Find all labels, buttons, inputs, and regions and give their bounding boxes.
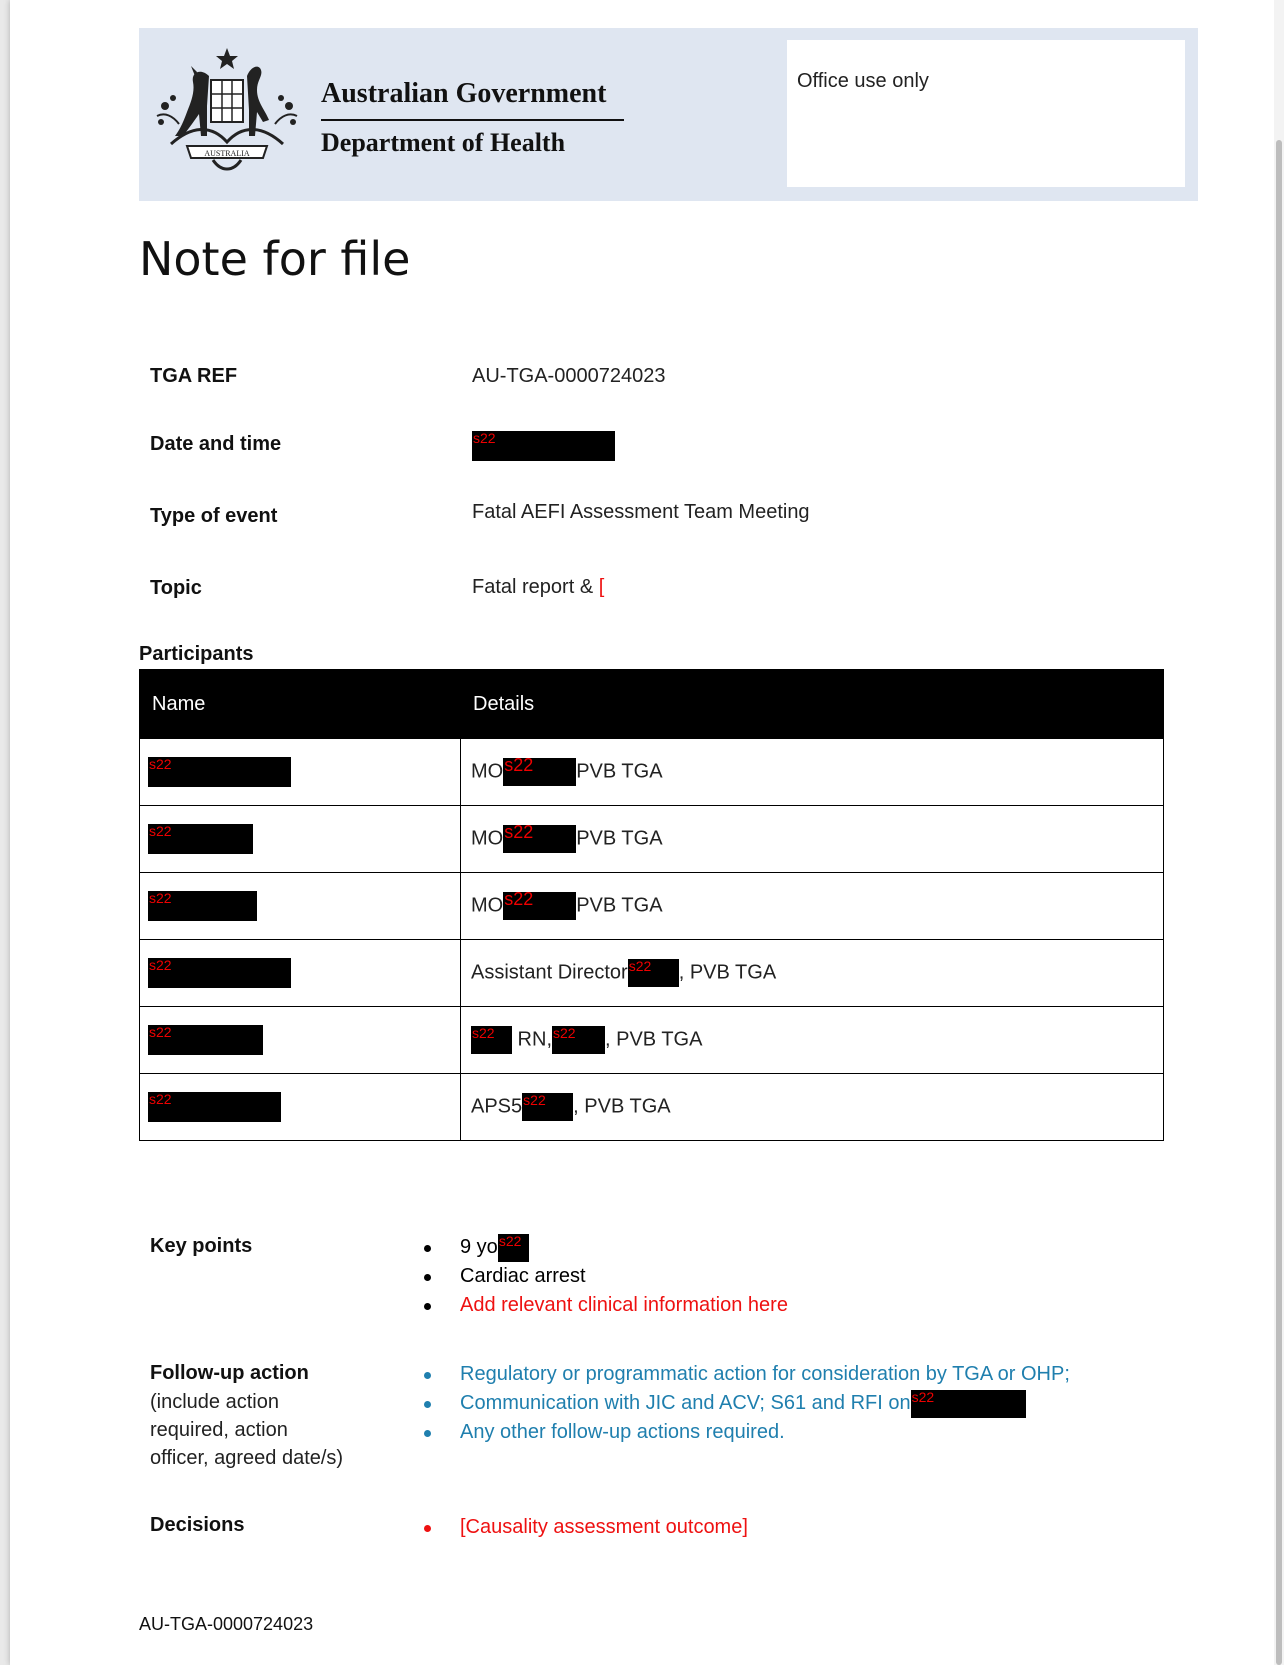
redaction: s22 [472,431,615,461]
redaction: s22 [498,1234,529,1262]
tga-ref-value: AU-TGA-0000724023 [472,365,666,387]
participant-details: MOs22 PVB TGA [461,873,1164,940]
topic-bracket: [ [598,576,605,598]
participant-details: APS5s22 , PVB TGA [461,1074,1164,1141]
department-name: Department of Health [321,128,566,157]
participants-heading: Participants [139,643,254,665]
event-type-value: Fatal AEFI Assessment Team Meeting [472,501,810,523]
list-item: Add relevant clinical information here [420,1291,788,1320]
list-item: Cardiac arrest [420,1262,788,1291]
table-row [140,1074,1164,1141]
redaction: s22 [148,1025,263,1055]
redaction: s22 [522,1093,573,1121]
participant-name [140,739,461,806]
motto-scroll: AUSTRALIA [204,149,250,158]
follow-up-sub-3: officer, agreed date/s) [150,1447,344,1469]
scrollbar[interactable] [1274,0,1284,1665]
table-row [140,940,1164,1007]
redaction: s22 [911,1390,1026,1418]
table-row [140,806,1164,873]
redaction: s22 [503,758,576,786]
topic-value [472,576,604,599]
participant-name [140,806,461,873]
key-points-label: Key points [150,1235,253,1257]
participant-name [140,1074,461,1141]
event-type-label: Type of event [150,505,278,527]
follow-up-sub-1: (include action [150,1391,279,1413]
decisions-list [420,1513,748,1542]
office-use-label: Office use only [797,70,929,92]
list-item: Any other follow-up actions required. [420,1418,1070,1447]
date-time-value [472,431,615,461]
participants-table [139,669,1164,1141]
follow-up-label: Follow-up action [150,1362,309,1384]
scrollbar-thumb[interactable] [1276,140,1282,1665]
letterhead-divider [321,119,624,121]
coat-of-arms-icon [151,46,303,176]
page-title: Note for file [139,232,411,286]
redaction: s22 [471,1026,512,1054]
redaction: s22 [148,891,257,921]
participant-details: s22 RN,s22 , PVB TGA [461,1007,1164,1074]
redaction: s22 [628,959,679,987]
redaction: s22 [148,958,291,988]
table-row [140,739,1164,806]
redaction: s22 [148,824,253,854]
list-item: [Causality assessment outcome] [420,1513,748,1542]
participant-name [140,873,461,940]
document-page [10,0,1274,1665]
list-item: Regulatory or programmatic action for consideration by TGA or OHP; [420,1360,1070,1389]
list-item: Communication with JIC and ACV; S61 and RFI ons22 [420,1389,1070,1418]
list-item: 9 yos22 [420,1233,788,1262]
topic-label: Topic [150,577,202,599]
redaction: s22 [148,1092,281,1122]
participant-details: MOs22 PVB TGA [461,806,1164,873]
table-row [140,873,1164,940]
government-name: Australian Government [321,78,607,109]
participant-details: MOs22 PVB TGA [461,739,1164,806]
decisions-label: Decisions [150,1514,245,1536]
redaction: s22 [552,1026,605,1054]
redaction: s22 [148,757,291,787]
table-header-row [140,670,1164,739]
topic-text: Fatal report & [472,576,599,598]
redaction: s22 [503,892,576,920]
footer-reference: AU-TGA-0000724023 [139,1614,314,1634]
date-time-label: Date and time [150,433,282,455]
table-row [140,1007,1164,1074]
office-use-box [787,40,1185,187]
col-name-header: Name [140,670,461,739]
tga-ref-label: TGA REF [150,365,238,387]
letterhead [139,28,1198,201]
participant-name [140,940,461,1007]
participant-name [140,1007,461,1074]
redaction: s22 [503,825,576,853]
follow-up-sub-2: required, action [150,1419,288,1441]
col-details-header: Details [461,670,1164,739]
follow-up-list [420,1360,1070,1447]
key-points-list [420,1233,788,1320]
participant-details: Assistant Directors22 , PVB TGA [461,940,1164,1007]
